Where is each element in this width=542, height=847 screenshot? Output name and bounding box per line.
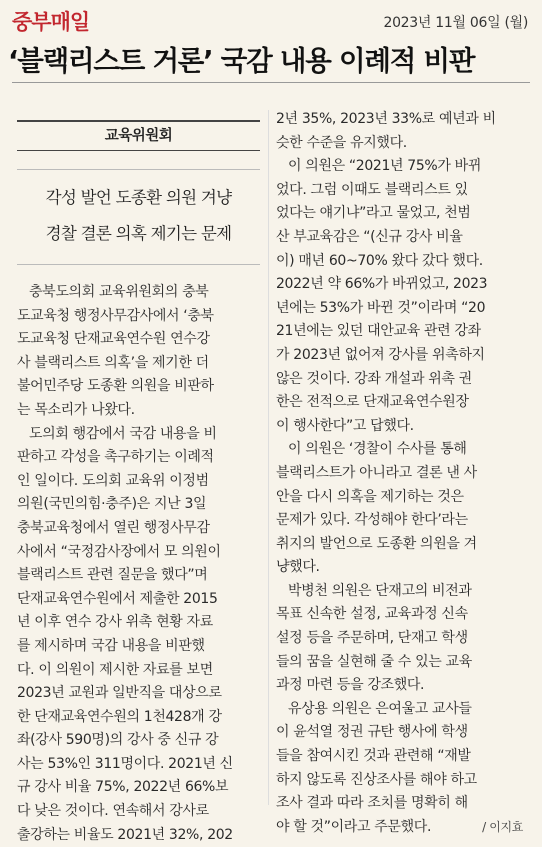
line-text: 21년에는 있던 대안교육 관련 강좌 [276, 323, 481, 340]
article-text-line [17, 328, 260, 352]
article-text-line [276, 745, 523, 769]
section-label: 교육위원회 [17, 120, 260, 151]
article-text-line [17, 706, 260, 730]
article-text-line [276, 344, 523, 368]
article-text-line [276, 250, 523, 274]
article-text-line [276, 415, 523, 439]
line-text: 는 목소리가 나왔다. [17, 401, 135, 418]
article-text-line [17, 375, 260, 399]
article-text-line [17, 611, 260, 635]
article-text-line [17, 635, 260, 659]
line-text: 2년 35%, 2023년 33%로 예년과 비 [276, 111, 496, 127]
column-divider [268, 110, 269, 805]
right-column [276, 108, 523, 839]
line-text: 가 2023년 없어져 강사를 위촉하지 [276, 346, 485, 363]
right-column-body [276, 108, 523, 839]
article-text-line [17, 682, 260, 706]
article-text-line [276, 509, 523, 533]
article-text-line [276, 674, 523, 698]
line-text: 박병천 의원은 단재고의 비전과 [288, 582, 472, 599]
line-text: 도교육청 행정사무감사에서 ‘충북 [17, 307, 214, 324]
article-text-line [17, 446, 260, 470]
article-text-line [276, 580, 523, 604]
article-text-line [276, 202, 523, 226]
article-text-line [17, 493, 260, 517]
article-text-line [276, 816, 523, 840]
line-text: 인 일이다. 도의회 교육위 이정범 [17, 472, 209, 489]
article-text-line [17, 588, 260, 612]
line-text: 사는 53%인 311명이다. 2021년 신 [17, 755, 233, 772]
article-text-line [17, 470, 260, 494]
article-text-line [17, 517, 260, 541]
article-text-line [276, 769, 523, 793]
line-text: 냥했다. [276, 559, 320, 576]
line-text: 불어민주당 도종환 의원을 비판하 [17, 378, 214, 395]
article-text-line [276, 132, 523, 156]
line-text: 문제가 있다. 각성해야 한다’라는 [276, 512, 468, 529]
left-column-body [17, 281, 260, 847]
line-text: 들을 참여시킨 것과 관련해 “재발 [276, 748, 471, 765]
article-text-line [276, 368, 523, 392]
line-text: 의원(국민의힘·충주)은 지난 3일 [17, 496, 207, 513]
subheadline [17, 169, 260, 265]
line-text: 2023년 교원과 일반직을 대상으로 [17, 685, 222, 702]
line-text: 규 강사 비율 75%, 2022년 66%보 [17, 779, 229, 796]
article-text-line [276, 297, 523, 321]
line-text: 이 의원은 “2021년 75%가 바뀌 [288, 158, 481, 175]
line-text: 었다는 얘기냐”라고 물었고, 천범 [276, 205, 471, 222]
line-text: 도의회 행감에서 국감 내용을 비 [29, 425, 217, 442]
article-text-line [17, 729, 260, 753]
line-text: 야 할 것”이라고 주문했다. [276, 818, 432, 835]
line-text: 충북도의회 교육위원회의 충북 [29, 284, 209, 300]
line-text: 년에는 53%가 바뀐 것”이라며 “20 [276, 299, 486, 316]
article-text-line [17, 753, 260, 777]
line-text: 이 윤석열 정권 규탄 행사에 학생 [276, 724, 468, 741]
article-text-line [276, 320, 523, 344]
article-text-line [17, 281, 260, 305]
line-text: 안을 다시 의혹을 제기하는 것은 [276, 488, 464, 505]
article-text-line [276, 438, 523, 462]
line-text: 한 단재교육연수원의 1천428개 강 [17, 708, 222, 725]
newspaper-logo: 중부매일 [12, 10, 90, 34]
subhead-line: 경찰 결론 의혹 제기는 문제 [45, 224, 232, 243]
article-text-line [276, 721, 523, 745]
line-text: 었다. 그럼 이때도 블랙리스트 있 [276, 181, 468, 198]
line-text: 블랙리스트 관련 질문을 했다”며 [17, 567, 208, 584]
article-text-line [276, 179, 523, 203]
article-text-line [276, 226, 523, 250]
line-text: 설정 등을 주문하며, 단재고 학생 [276, 630, 468, 647]
line-text: 슷한 수준을 유지했다. [276, 134, 407, 151]
line-text: 년 이후 연수 강사 위촉 현황 자료 [17, 614, 213, 631]
line-text: 도교육청 단재교육연수원 연수강 [17, 331, 210, 348]
line-text: 단재교육연수원에서 제출한 2015 [17, 590, 218, 607]
line-text: 한은 전적으로 단재교육연수원장 [276, 394, 469, 411]
article-text-line [276, 486, 523, 510]
article-text-line [17, 541, 260, 565]
line-text: 판하고 각성을 촉구하기는 이례적 [17, 449, 214, 466]
line-text: 블랙리스트가 아니라고 결론 낸 사 [276, 464, 477, 481]
article-text-line [276, 155, 523, 179]
article-text-line [276, 391, 523, 415]
byline: / 이지효 [482, 819, 523, 834]
line-text: 과정 마련 등을 강조했다. [276, 677, 425, 694]
publication-date: 2023년 11월 06일 (월) [383, 15, 528, 31]
subhead-line: 각성 발언 도종환 의원 겨냥 [45, 188, 232, 207]
article-text-line [17, 564, 260, 588]
line-text: 이 행사한다”고 답했다. [276, 417, 414, 434]
line-text: 산 부교육감은 “(신규 강사 비율 [276, 228, 463, 245]
headline: ‘블랙리스트 거론’ 국감 내용 이례적 비판 [8, 45, 475, 77]
line-text: 조사 결과 따라 조치를 명확히 해 [276, 795, 468, 812]
line-text: 다 낮은 것이다. 연속해서 강사로 [17, 803, 209, 820]
line-text: 다. 이 의원이 제시한 자료를 보면 [17, 661, 213, 678]
line-text: 취지의 발언으로 도종환 의원을 겨 [276, 535, 477, 552]
article-text-line [276, 273, 523, 297]
line-text: 들의 꿈을 실현해 줄 수 있는 교육 [276, 653, 472, 670]
article-text-line [17, 352, 260, 376]
line-text: 출강하는 비율도 2021년 32%, 202 [17, 826, 233, 843]
line-text: 를 제시하며 국감 내용을 비판했 [17, 637, 205, 654]
article-text-line [276, 603, 523, 627]
article-text-line [17, 659, 260, 683]
article-text-line [276, 108, 523, 132]
headline-divider [12, 82, 530, 83]
article-text-line [276, 651, 523, 675]
line-text: 유상용 의원은 은여울고 교사들 [288, 700, 472, 717]
article-text-line [17, 824, 260, 847]
article-text-line [276, 792, 523, 816]
line-text: 좌(강사 590명)의 강사 중 신규 강 [17, 732, 219, 749]
article-text-line [17, 800, 260, 824]
line-text: 하지 않도록 진상조사를 해야 하고 [276, 771, 477, 788]
article-text-line [276, 627, 523, 651]
line-text: 이) 매년 60~70% 왔다 갔다 했다. [276, 252, 483, 269]
line-text: 2022년 약 66%가 바뀌었고, 2023 [276, 276, 488, 293]
line-text: 사 블랙리스트 의혹’을 제기한 더 [17, 354, 209, 371]
article-text-line [17, 776, 260, 800]
left-column [17, 110, 260, 847]
line-text: 충북교육청에서 열린 행정사무감 [17, 519, 210, 536]
article-text-line [17, 305, 260, 329]
line-text: 목표 신속한 설정, 교육과정 신속 [276, 606, 468, 623]
line-text: 않은 것이다. 강좌 개설과 위촉 권 [276, 370, 472, 387]
line-text: 사에서 “국정감사장에서 모 의원이 [17, 543, 221, 560]
line-text: 이 의원은 ‘경찰이 수사를 통해 [288, 441, 467, 458]
article-text-line [276, 533, 523, 557]
article-text-line [17, 423, 260, 447]
article-text-line [276, 462, 523, 486]
article-text-line [17, 399, 260, 423]
article-text-line [276, 556, 523, 580]
article-text-line [276, 698, 523, 722]
